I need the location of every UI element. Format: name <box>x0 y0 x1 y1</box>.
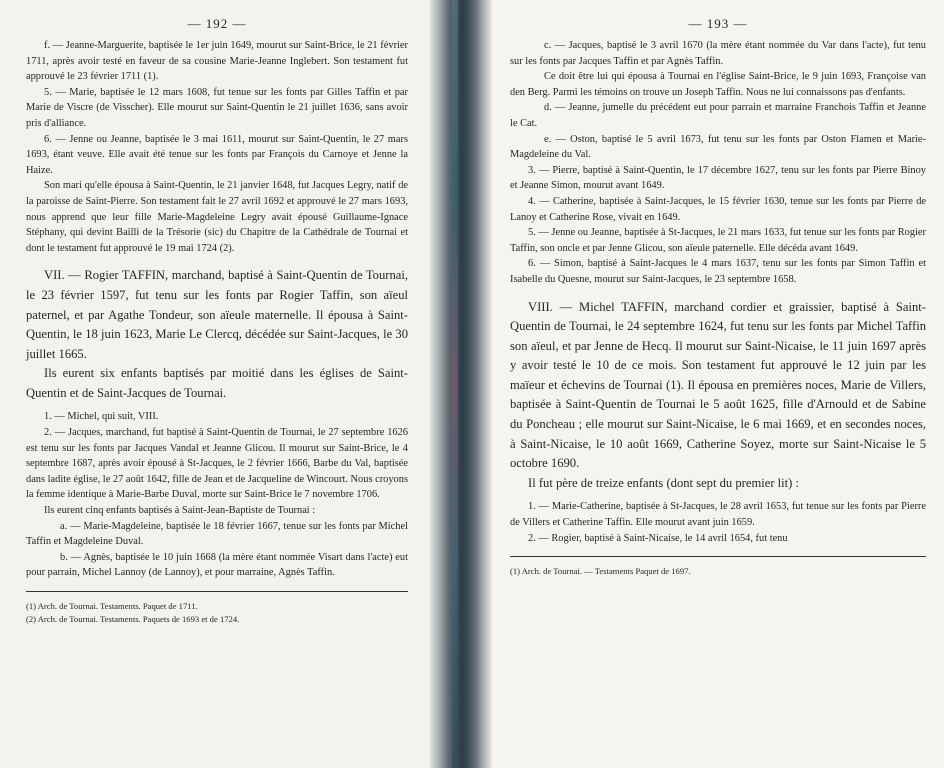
entry-5: 5. — Jenne ou Jeanne, baptisée à St-Jacques, le 21 mars 1633, fut tenue sur les fonts par Rogier Taffin, son oncle et par Jenne Glicou, son aïeule paternelle. Elle décéda avant 1649. <box>510 227 926 254</box>
page-number: — 192 — <box>187 16 247 31</box>
footnote-rule <box>510 556 926 557</box>
generation-viii-children: Il fut père de treize enfants (dont sept du premier lit) : <box>528 475 800 490</box>
entry-d: d. — Jeanne, jumelle du précédent eut pour parrain et marraine Franchois Taffin et Jeanne le Cat. <box>510 102 926 129</box>
generation-vii-children: Ils eurent six enfants baptisés par moitié dans les églises de Saint-Quentin et de Saint-Jacques de Tournai. <box>26 366 408 400</box>
entry-4: 4. — Catherine, baptisée à Saint-Jacques, le 15 février 1630, tenue sur les fonts par Pierre de Lanoy et Catherine Rose, vivait en 1649. <box>510 195 926 223</box>
book-gutter <box>430 0 492 768</box>
entry-6: 6. — Jenne ou Jeanne, baptisée le 3 mai 1611, mourut sur Saint-Quentin, le 27 mars 1693, étant veuve. Elle avait été tenue sur les fonts par François du Carnoye et Jenne la Haize. <box>26 133 408 176</box>
footnote-1: (1) Arch. de Tournai. Testaments. Paquet de 1711. <box>26 601 198 611</box>
child-2-children: Ils eurent cinq enfants baptisés à Saint-Jean-Baptiste de Tournai : <box>44 505 316 517</box>
child-2: 2. — Rogier, baptisé à Saint-Nicaise, le 14 avril 1654, fut tenu <box>528 532 788 544</box>
child-1: 1. — Michel, qui suit, VIII. <box>44 411 159 423</box>
left-page <box>0 0 430 768</box>
entry-c-continued: Ce doit être lui qui épousa à Tournai en l'église Saint-Brice, le 9 juin 1693, Françoise van den Berg. Parmi les témoins on trouve un Joseph Taffin. Nous ne lui connaissons pas d'enfants. <box>510 71 926 98</box>
entry-3: 3. — Pierre, baptisé à Saint-Quentin, le 17 décembre 1627, tenu sur les fonts par Pierre Binoy et Jeanne Simon, mourut avant 1649. <box>510 164 926 192</box>
right-page <box>492 0 944 768</box>
generation-vii: VII. — Rogier TAFFIN, marchand, baptisé à Saint-Quentin de Tournai, le 23 février 1597, fut tenu sur les fonts par Rogier Taffin, son aïeul paternel, et par Agathe Tondeur, son aïeule maternelle. Il épousa à Saint-Quentin, le 18 juin 1623, Marie Le Clercq, décédée sur Saint-Jacques, le 30 juillet 1665. <box>26 268 408 361</box>
entry-5: 5. — Marie, baptisée le 12 mars 1608, fut tenue sur les fonts par Gilles Taffin et par Marie de Viscre (de Visscher). Elle mourut sur Saint-Quentin le 21 juillet 1636, sans avoir pris d'alliance. <box>26 86 408 129</box>
entry-e: e. — Oston, baptisé le 5 avril 1673, fut tenu sur les fonts par Oston Flamen et Marie-Magdeleine du Val. <box>510 133 926 161</box>
entry-6-continued: Son mari qu'elle épousa à Saint-Quentin, le 21 janvier 1648, fut Jacques Legry, natif de la paroisse de Saint-Pierre. Son testament fait le 27 avril 1692 et approuvé le 27 mars 1693, nous apprend que leur fille Marie-Magdeleine Legry avait épousé Guillaume-Ignace Stéphany, qui devint Bailli de la Trésorie (sic) du Chapitre de la Cathédrale de Tournai et dont le testament fut approuvé le 19 mai 1724 (2). <box>26 180 408 254</box>
page-number: — 193 — <box>688 16 748 31</box>
footnote-1: (1) Arch. de Tournai. — Testaments Paquet de 1697. <box>510 566 691 577</box>
entry-f: f. — Jeanne-Marguerite, baptisée le 1er juin 1649, mourut sur Saint-Brice, le 21 février 1711, après avoir testé en faveur de sa cousine Marie-Jeanne Inglebert. Son testament fut approuvé le 23 février 1711 (1). <box>26 40 408 83</box>
child-a: a. — Marie-Magdeleine, baptisée le 18 février 1667, tenue sur les fonts par Michel Taffin et Magdeleine Duval. <box>26 520 408 548</box>
child-2: 2. — Jacques, marchand, fut baptisé à Saint-Quentin de Tournai, le 27 septembre 1626 est tenu sur les fonts par Jacques Vandal et Jeanne Glicou. Il mourut sur Saint-Brice, le 4 septembre 1687, après avoir épousé à St-Jacques, le 2 février 1666, Barbe du Val, baptisée dans ladite église, le 27 août 1642, fille de Jean et de Jacqueline de Wincourt. Nous croyons la femme identique à Marie-Barbe Duval, morte sur Saint-Brice le 7 novembre 1706. <box>26 427 408 501</box>
entry-6: 6. — Simon, baptisé à Saint-Jacques le 4 mars 1637, tenu sur les fonts par Simon Taffin et Isabelle du Quesne, mourut sur Saint-Jacques, le 23 septembre 1658. <box>510 258 926 285</box>
footnote-rule <box>26 591 408 592</box>
generation-viii: VIII. — Michel TAFFIN, marchand cordier et graissier, baptisé à Saint-Quentin de Tournai, le 24 septembre 1624, fut tenu sur les fonts par Michel Taffin son aïeul, et par Jenne de Hecq. Il mourut sur Saint-Nicaise, le 11 juin 1697 après y avoir testé le 10 de ce mois. Son testament fut approuvé le 12 juin par les maïeur et échevins de Tournai (1). Il épousa en premières noces, Marie de Villers, baptisée à Saint-Quentin de Tournai le 5 août 1625, fille d'Arnould et de Sabine du Poncheau ; elle mourut sur Saint-Nicaise, le 6 mai 1669, et en secondes noces, à Saint-Nicaise, le 10 août 1669, Catherine Soyez, morte sur Saint-Nicaise le 5 octobre 1690. <box>510 299 926 471</box>
footnote-2: (2) Arch. de Tournai. Testaments. Paquets de 1693 et de 1724. <box>26 614 240 624</box>
child-b: b. — Agnès, baptisée le 10 juin 1668 (la mère étant nommée Visart dans l'acte) eut pour parrain, Michel Lannoy (de Lannoy), et pour marraine, Agnès Taffin. <box>26 551 408 579</box>
child-1: 1. — Marie-Catherine, baptisée à St-Jacques, le 28 avril 1653, fut tenue sur les fonts par Pierre de Villers et Catherine Taffin. Elle mourut avant juin 1659. <box>510 501 926 529</box>
entry-c: c. — Jacques, baptisé le 3 avril 1670 (la mère étant nommée du Var dans l'acte), fut tenu sur les fonts par Jacques Taffin et par Agnès Taffin. <box>510 40 926 67</box>
